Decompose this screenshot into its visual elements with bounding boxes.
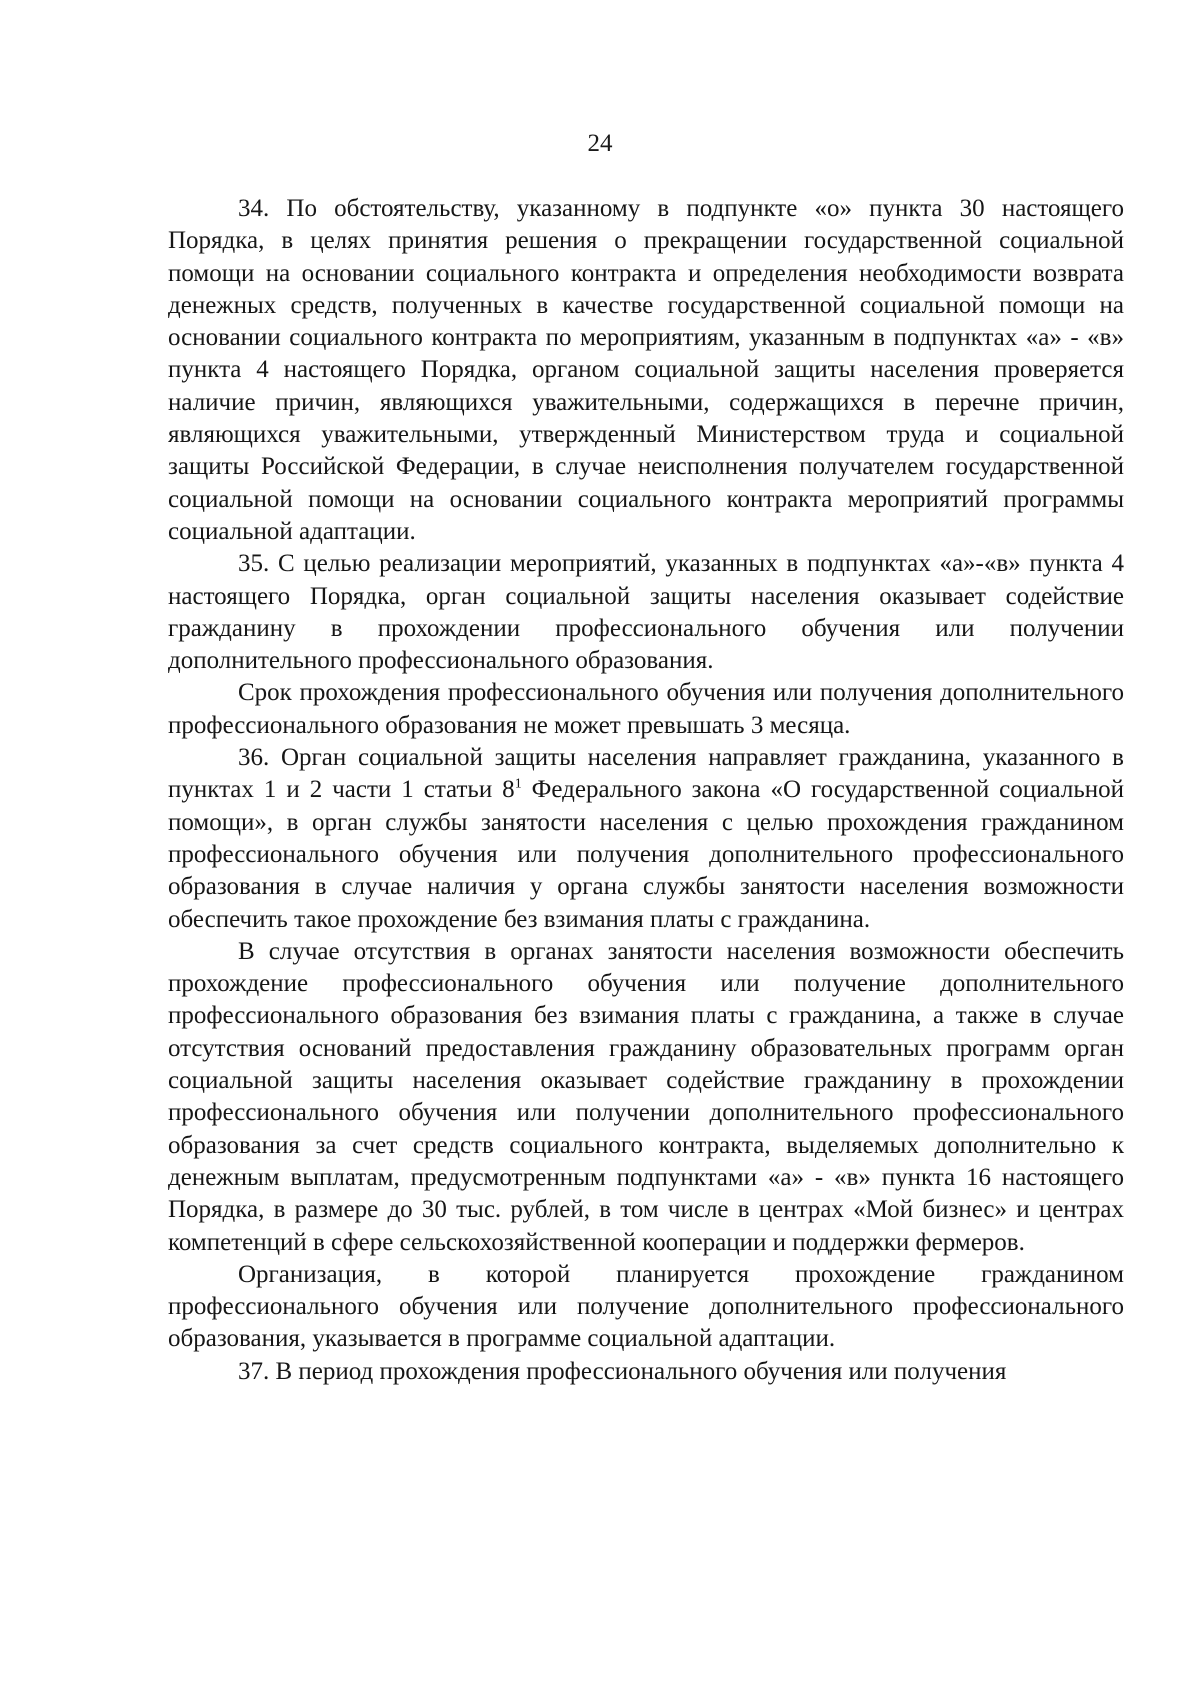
paragraph-36-text-start: 36. Орган социальной защиты населения направляет гражданина, указанного в пунктах 1 и 2 части 1 статьи 8 (168, 744, 1124, 804)
paragraph-36-alternative: В случае отсутствия в органах занятости населения возможности обеспечить прохождение профессионального обучения или получение дополнительного профессионального образования без взимания платы с гражданина, а также в случае отсутствия оснований предоставления гражданину образовательных программ орган социальной защиты населения оказывает содействие гражданину в прохождении профессионального обучения или получении дополнительного профессионального образования за счет средств социального контракта, выделяемых дополнительно к денежным выплатам, предусмотренным подпунктами «а» - «в» пункта 16 настоящего Порядка, в размере до 30 тыс. рублей, в том числе в центрах «Мой бизнес» и центрах компетенций в сфере сельскохозяйственной кооперации и поддержки фермеров. (168, 937, 1124, 1256)
paragraph-36 (168, 742, 1124, 936)
paragraph-35: 35. С целью реализации мероприятий, указанных в подпунктах «а»-«в» пункта 4 настоящего Порядка, орган социальной защиты населения оказывает содействие гражданину в прохождении профессионального обучения или получении дополнительного профессионального образования. (168, 550, 1124, 675)
paragraph-36-organization: Организация, в которой планируется прохождение гражданином профессионального обучения или получение дополнительного профессионального образования, указывается в программе социальной адаптации. (168, 1260, 1124, 1353)
paragraph-34: 34. По обстоятельству, указанному в подпункте «о» пункта 30 настоящего Порядка, в целях принятия решения о прекращении государственной социальной помощи на основании социального контракта и определения необходимости возврата денежных средств, полученных в качестве государственной социальной помощи на основании социального контракта по мероприятиям, указанным в подпунктах «а» - «в» пункта 4 настоящего Порядка, органом социальной защиты населения проверяется наличие причин, являющихся уважительными, содержащихся в перечне причин, являющихся уважительными, утвержденный Министерством труда и социальной защиты Российской Федерации, в случае неисполнения получателем государственной социальной помощи на основании социального контракта мероприятий программы социальной адаптации. (168, 195, 1124, 545)
paragraph-37: 37. В период прохождения профессионального обучения или получения (238, 1357, 1007, 1385)
paragraph-36-text-end: Федерального закона «О государственной социальной помощи», в орган службы занятости населения с целью прохождения гражданином профессионального обучения или получения дополнительного профессионального образования в случае наличия у органа службы занятости населения возможности обеспечить такое прохождение без взимания платы с гражданина. (168, 776, 1124, 933)
paragraph-35-term: Срок прохождения профессионального обучения или получения дополнительного профессионального образования не может превышать 3 месяца. (168, 679, 1124, 739)
page-number: 24 (587, 130, 613, 157)
document-body (168, 193, 1124, 1388)
article-superscript: 1 (514, 777, 522, 793)
